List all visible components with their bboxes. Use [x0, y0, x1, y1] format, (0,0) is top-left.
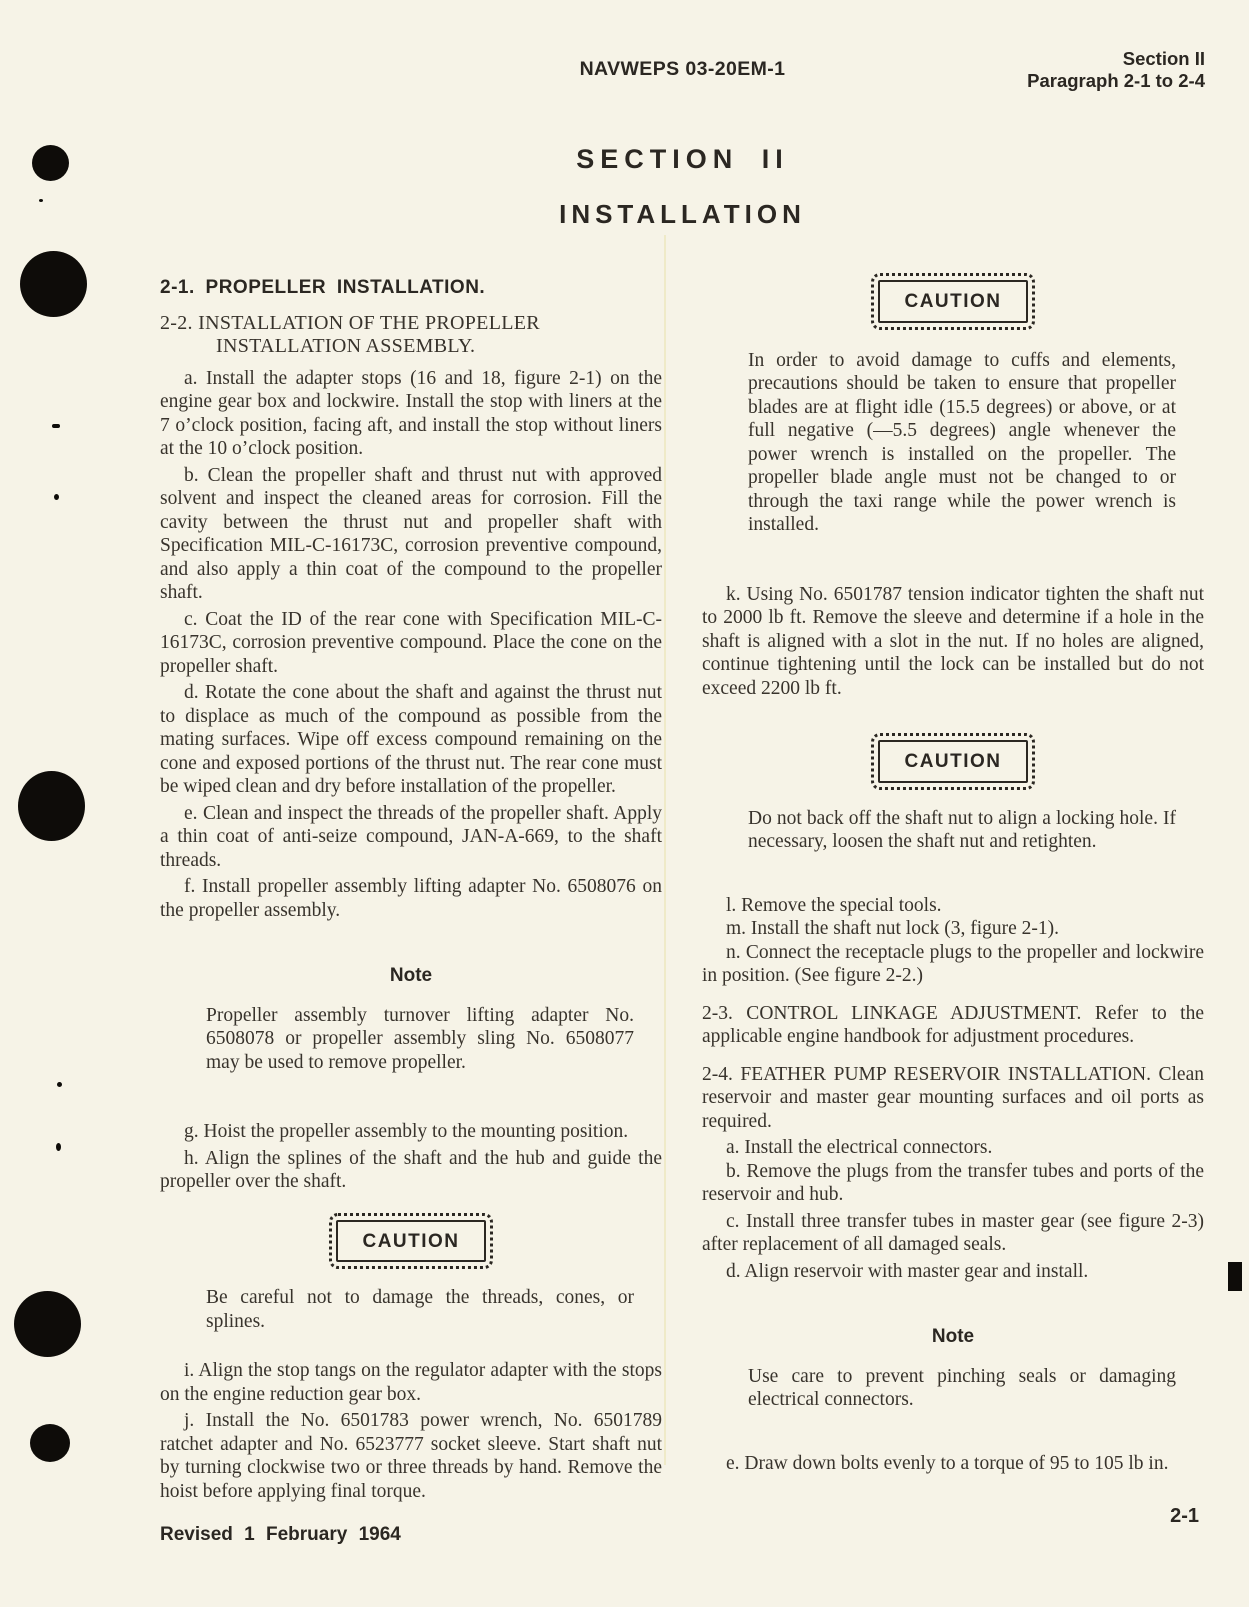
note-title: Note: [389, 965, 433, 986]
step-b: b. Remove the plugs from the transfer tubes and ports of the reservoir and hub.: [702, 1160, 1204, 1205]
step-c: c. Install three transfer tubes in master gear (see figure 2-3) after replacement of all damaged seals.: [702, 1210, 1204, 1255]
step-k: k. Using No. 6501787 tension indicator tighten the shaft nut to 2000 lb ft. Remove the sleeve and determine if a hole in the shaft is aligned with a slot in the nut. If no holes are aligned, continue tightening until the lock can be installed but do not exceed 2200 lb ft.: [702, 583, 1204, 699]
step-h: h. Align the splines of the shaft and the hub and guide the propeller over the shaft.: [160, 1147, 662, 1192]
binder-hole-mark: [14, 1291, 81, 1357]
section-label: Section II: [1122, 48, 1205, 69]
header-section-info: [1027, 48, 1205, 92]
caution-text: Do not back off the shaft nut to align a locking hole. If necessary, loosen the shaft nut and retighten.: [748, 807, 1176, 852]
step-f: f. Install propeller assembly lifting adapter No. 6508076 on the propeller assembly.: [160, 876, 662, 921]
caution-text: Be careful not to damage the threads, cones, or splines.: [206, 1287, 634, 1332]
scan-speck: [57, 1082, 62, 1087]
caution-badge: CAUTION: [878, 740, 1027, 783]
step-a: a. Install the electrical connectors.: [726, 1137, 993, 1158]
page-header: [160, 48, 1205, 98]
caution-box: [702, 740, 1204, 783]
binder-hole-mark: [32, 145, 69, 181]
step-c: c. Coat the ID of the rear cone with Specification MIL-C-16173C, corrosion preventive compound. Place the cone on the propeller shaft.: [160, 608, 662, 677]
scan-speck: [54, 494, 59, 500]
step-g: g. Hoist the propeller assembly to the mounting position.: [184, 1121, 629, 1142]
heading-2-2: 2-2. INSTALLATION OF THE PROPELLER INSTALLATION ASSEMBLY.: [160, 311, 540, 357]
step-l: l. Remove the special tools.: [726, 894, 942, 916]
caution-text: In order to avoid damage to cuffs and elements, precautions should be taken to ensure that propeller blades are at flight idle (15.5 degrees) or above, or at full negative (—5.5 degrees) angle whenever the power wrench is installed on the propeller. The propeller blade angle must not be changed to or through the taxi range while the power wrench is installed.: [748, 349, 1176, 535]
section-title: SECTION II: [576, 144, 789, 174]
step-d: d. Align reservoir with master gear and install.: [726, 1260, 1089, 1282]
step-e: e. Draw down bolts evenly to a torque of 95 to 105 lb in.: [726, 1452, 1169, 1474]
scan-speck: [39, 199, 43, 202]
note-title: Note: [931, 1326, 975, 1347]
doc-number: NAVWEPS 03-20EM-1: [579, 58, 786, 80]
step-n: n. Connect the receptacle plugs to the propeller and lockwire in position. (See figure 2-2.): [702, 941, 1204, 986]
binder-hole-mark: [20, 251, 87, 317]
note-text: Use care to prevent pinching seals or damaging electrical connectors.: [748, 1365, 1176, 1410]
scan-speck: [56, 1143, 61, 1151]
scan-speck: [52, 424, 60, 428]
right-column: [702, 274, 1204, 1506]
caution-badge: CAUTION: [336, 1220, 485, 1263]
note-text: Propeller assembly turnover lifting adapter No. 6508078 or propeller assembly sling No. 6508077 may be used to remove propeller.: [206, 1004, 634, 1073]
step-i: i. Align the stop tangs on the regulator adapter with the stops on the engine reduction gear box.: [160, 1360, 662, 1405]
page-number: 2-1: [1170, 1505, 1199, 1527]
paragraph-2-4: 2-4. FEATHER PUMP RESERVOIR INSTALLATION. Clean reservoir and master gear mounting surfaces and oil ports as required.: [702, 1063, 1204, 1132]
binder-hole-mark: [18, 771, 85, 841]
step-b: b. Clean the propeller shaft and thrust nut with approved solvent and inspect the cleaned areas for corrosion. Fill the cavity between the thrust nut and propeller shaft with Specification MIL-C-16173C, corrosion preventive compound, and also apply a thin coat of the compound to the propeller shaft.: [160, 464, 662, 603]
left-column: [160, 274, 662, 1506]
paragraph-range: Paragraph 2-1 to 2-4: [1027, 70, 1205, 91]
section-subtitle: INSTALLATION: [559, 199, 806, 229]
step-a: a. Install the adapter stops (16 and 18, figure 2-1) on the engine gear box and lockwire. Install the stop with liners at the 7 o’clock position, facing aft, and install the stop without liners at the 10 o’clock position.: [160, 367, 662, 459]
step-d: d. Rotate the cone about the shaft and against the thrust nut to displace as much of the compound as possible from the mating surfaces. Wipe off excess compound remaining on the cone and exposed portions of the thrust nut. The rear cone must be wiped clean and dry before installation of the propeller.: [160, 682, 662, 797]
caution-box: [702, 280, 1204, 323]
binder-hole-mark: [30, 1424, 70, 1462]
step-m: m. Install the shaft nut lock (3, figure 2-1).: [726, 918, 1060, 939]
heading-2-1: 2-1. PROPELLER INSTALLATION.: [160, 277, 486, 298]
caution-box: [160, 1220, 662, 1263]
step-e: e. Clean and inspect the threads of the propeller shaft. Apply a thin coat of anti-seize compound, JAN-A-669, to the shaft threads.: [160, 802, 662, 871]
revision-date: Revised 1 February 1964: [160, 1524, 401, 1545]
revision-bar: [1228, 1262, 1242, 1291]
caution-badge: CAUTION: [878, 280, 1027, 323]
step-j: j. Install the No. 6501783 power wrench, No. 6501789 ratchet adapter and No. 6523777 socket sleeve. Start shaft nut by turning clockwise two or three threads by hand. Remove the hoist before applying final torque.: [160, 1410, 662, 1502]
paragraph-2-3: 2-3. CONTROL LINKAGE ADJUSTMENT. Refer to the applicable engine handbook for adjustment procedures.: [702, 1002, 1204, 1047]
